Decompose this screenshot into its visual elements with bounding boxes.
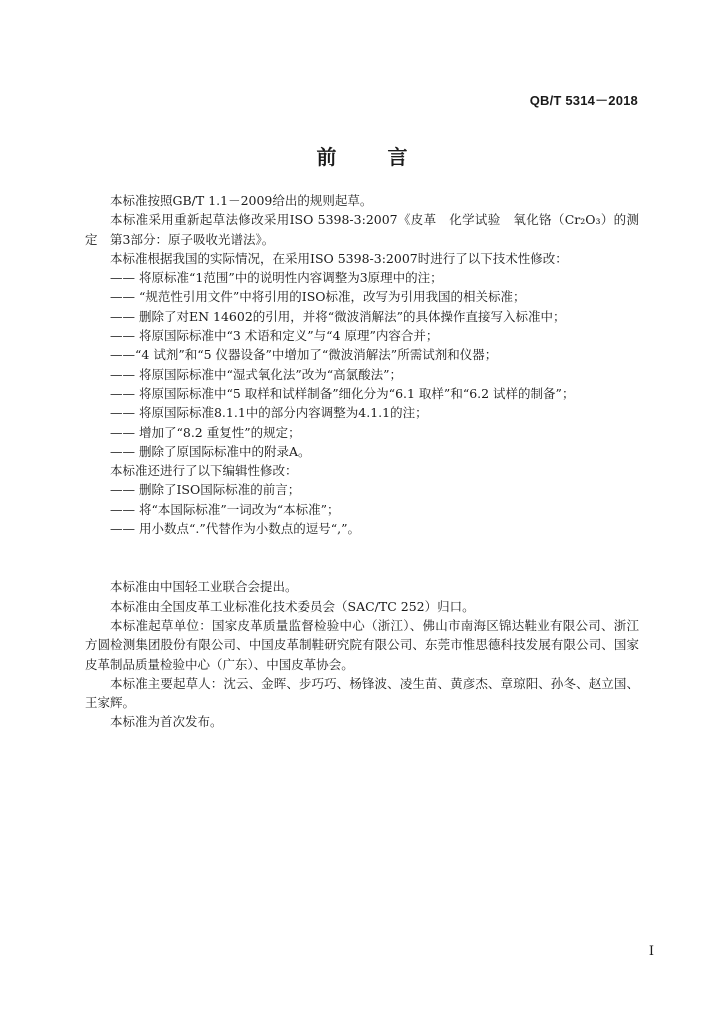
- list-item: —— 删除了原国际标准中的附录A。: [110, 443, 311, 459]
- paragraph-centralized: 本标准由全国皮革工业标准化技术委员会（SAC/TC 252）归口。: [110, 598, 475, 614]
- list-item: —— 将原国际标准中“5 取样和试样制备”细化分为“6.1 取样”和“6.2 试样的制备”；: [110, 385, 575, 401]
- list-item: —— 将原国际标准8.1.1中的部分内容调整为4.1.1的注；: [110, 405, 428, 421]
- paragraph-drafting-units: 本标准起草单位：国家皮革质量监督检验中心（浙江）、佛山市南海区锦达鞋业有限公司、浙江方圆检测集团股份有限公司、中国皮革制鞋研究院有限公司、东莞市惟思德科技发展有限公司、国家皮革制品质量检验中心（广东）、中国皮革协会。: [85, 617, 639, 672]
- list-item: ——“4 试剂”和“5 仪器设备”中增加了“微波消解法”所需试剂和仪器；: [110, 347, 498, 363]
- paragraph-adoption: 本标准采用重新起草法修改采用ISO 5398-3:2007《皮革 化学试验 氧化铬（Cr₂O₃）的测定 第3部分：原子吸收光谱法》。: [85, 212, 639, 247]
- list-item: —— 将原标准“1范围”中的说明性内容调整为3原理中的注；: [110, 270, 443, 286]
- paragraph-drafters: 本标准主要起草人：沈云、金晖、步巧巧、杨锋波、凌生苗、黄彦杰、章琼阳、孙冬、赵立国、王家辉。: [85, 675, 639, 711]
- page-number: I: [648, 944, 654, 959]
- list-item: —— 将“本国际标准”一词改为“本标准”；: [110, 501, 340, 517]
- list-item: —— 删除了对EN 14602的引用，并将“微波消解法”的具体操作直接写入标准中；: [110, 308, 566, 324]
- paragraph-drafting-rules: 本标准按照GB/T 1.1－2009给出的规则起草。: [110, 193, 373, 208]
- paragraph-technical-intro: 本标准根据我国的实际情况，在采用ISO 5398-3:2007时进行了以下技术性修改：: [110, 250, 568, 266]
- list-item: —— 删除了ISO国际标准的前言；: [110, 482, 301, 498]
- list-item: —— “规范性引用文件”中将引用的ISO标准，改写为引用我国的相关标准；: [110, 289, 526, 305]
- list-item: —— 将原国际标准中“湿式氧化法”改为“高氯酸法”；: [110, 366, 403, 382]
- page-title: 前 言: [316, 145, 430, 169]
- section-spacer: [85, 538, 639, 577]
- list-item: —— 将原国际标准中“3 术语和定义”与“4 原理”内容合并；: [110, 328, 439, 344]
- list-item: —— 用小数点“.”代替作为小数点的逗号“,”。: [110, 521, 360, 537]
- foreword-body: [85, 191, 639, 732]
- paragraph-first-release: 本标准为首次发布。: [110, 714, 223, 730]
- paragraph-proposer: 本标准由中国轻工业联合会提出。: [110, 579, 298, 595]
- standard-code: QB/T 5314－2018: [529, 93, 638, 108]
- list-item: —— 增加了“8.2 重复性”的规定；: [110, 424, 301, 440]
- paragraph-editorial-intro: 本标准还进行了以下编辑性修改：: [110, 463, 298, 479]
